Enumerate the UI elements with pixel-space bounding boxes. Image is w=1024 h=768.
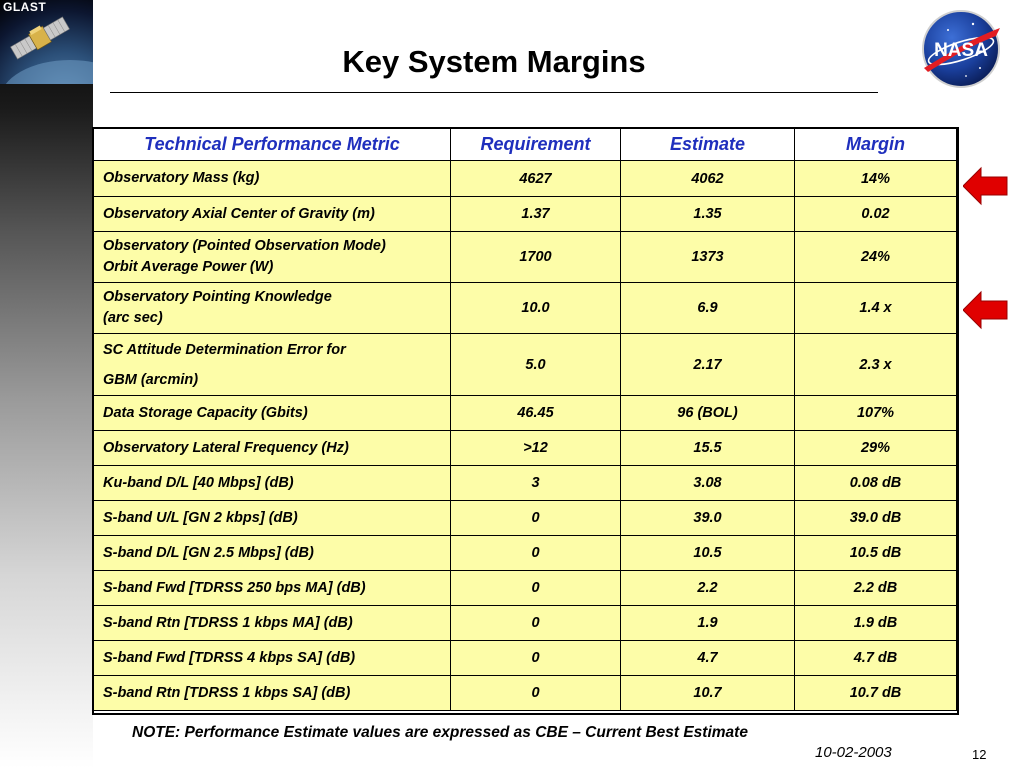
table-row [94,571,957,606]
estimate-cell: 4.7 [621,641,795,676]
margin-cell: 24% [795,232,957,283]
requirement-cell: >12 [451,431,621,466]
table-row [94,466,957,501]
estimate-cell: 39.0 [621,501,795,536]
metric-cell: S-band Fwd [TDRSS 4 kbps SA] (dB) [94,641,451,676]
title-divider [110,92,878,93]
estimate-cell: 96 (BOL) [621,396,795,431]
highlight-arrow-icon [963,290,1009,330]
margin-cell: 1.4 x [795,283,957,334]
metric-cell: Observatory (Pointed Observation Mode) Orbit Average Power (W) [94,232,451,283]
requirement-cell: 0 [451,641,621,676]
margin-cell: 39.0 dB [795,501,957,536]
requirement-cell: 0 [451,501,621,536]
margin-cell: 10.5 dB [795,536,957,571]
estimate-cell: 4062 [621,161,795,197]
table-row [94,431,957,466]
estimate-cell: 1.35 [621,197,795,232]
nasa-meatball-icon [918,6,1004,92]
table-row [94,232,957,283]
margin-cell: 2.2 dB [795,571,957,606]
metric-cell: Ku-band D/L [40 Mbps] (dB) [94,466,451,501]
estimate-cell: 10.7 [621,676,795,711]
estimate-cell: 1373 [621,232,795,283]
margin-cell: 4.7 dB [795,641,957,676]
requirement-cell: 3 [451,466,621,501]
metric-cell: Observatory Mass (kg) [94,161,451,197]
table-row [94,536,957,571]
table-row [94,606,957,641]
estimate-cell: 10.5 [621,536,795,571]
estimate-cell: 6.9 [621,283,795,334]
header-estimate: Estimate [621,129,795,161]
table-row [94,161,957,197]
table-header-row [94,129,957,161]
requirement-cell: 4627 [451,161,621,197]
header-requirement: Requirement [451,129,621,161]
metric-cell: S-band U/L [GN 2 kbps] (dB) [94,501,451,536]
page-number: 12 [972,747,987,762]
margin-cell: 0.02 [795,197,957,232]
table-row [94,676,957,711]
table-row [94,197,957,232]
requirement-cell: 0 [451,536,621,571]
margin-cell: 10.7 dB [795,676,957,711]
requirement-cell: 5.0 [451,334,621,396]
key-system-margins-table [93,128,957,711]
metric-cell: S-band D/L [GN 2.5 Mbps] (dB) [94,536,451,571]
metric-cell: Observatory Lateral Frequency (Hz) [94,431,451,466]
metric-cell: S-band Rtn [TDRSS 1 kbps MA] (dB) [94,606,451,641]
metric-cell: SC Attitude Determination Error for GBM (arcmin) [94,334,451,396]
metric-cell: Data Storage Capacity (Gbits) [94,396,451,431]
estimate-cell: 3.08 [621,466,795,501]
nasa-logo-text: NASA [934,40,988,61]
estimate-cell: 15.5 [621,431,795,466]
margin-cell: 107% [795,396,957,431]
requirement-cell: 46.45 [451,396,621,431]
margin-cell: 0.08 dB [795,466,957,501]
requirement-cell: 0 [451,676,621,711]
table-row [94,396,957,431]
estimate-cell: 2.2 [621,571,795,606]
requirement-cell: 1.37 [451,197,621,232]
requirement-cell: 0 [451,606,621,641]
estimate-cell: 1.9 [621,606,795,641]
metric-cell: S-band Fwd [TDRSS 250 bps MA] (dB) [94,571,451,606]
footnote: NOTE: Performance Estimate values are expressed as CBE – Current Best Estimate [132,724,748,741]
requirement-cell: 1700 [451,232,621,283]
glast-logo [0,0,93,84]
table-row [94,501,957,536]
table-row [94,283,957,334]
margin-cell: 14% [795,161,957,197]
margin-cell: 29% [795,431,957,466]
requirement-cell: 0 [451,571,621,606]
margin-cell: 1.9 dB [795,606,957,641]
table-row [94,641,957,676]
metric-cell: S-band Rtn [TDRSS 1 kbps SA] (dB) [94,676,451,711]
margin-cell: 2.3 x [795,334,957,396]
estimate-cell: 2.17 [621,334,795,396]
slide-date: 10-02-2003 [815,744,892,761]
table-row [94,334,957,396]
nasa-logo [918,6,1004,92]
header-metric: Technical Performance Metric [94,129,451,161]
left-gradient-bar [0,0,93,768]
metric-cell: Observatory Pointing Knowledge (arc sec) [94,283,451,334]
glast-logo-text: GLAST [3,0,47,14]
highlight-arrow-icon [963,166,1009,206]
metric-cell: Observatory Axial Center of Gravity (m) [94,197,451,232]
header-margin: Margin [795,129,957,161]
requirement-cell: 10.0 [451,283,621,334]
page-title: Key System Margins [342,44,646,79]
